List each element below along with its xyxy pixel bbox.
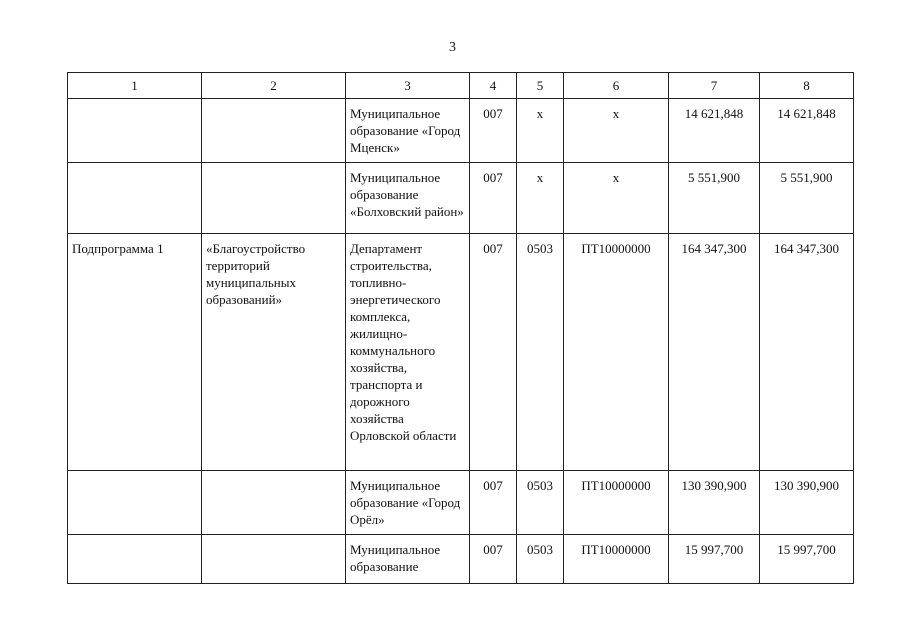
executor-cell: Муниципальное образование «Болховский район» bbox=[346, 163, 470, 234]
column-header: 3 bbox=[346, 73, 470, 99]
program-cell bbox=[68, 471, 202, 535]
amount-cell: 15 997,700 bbox=[669, 535, 760, 584]
executor-cell: Муниципальное образование bbox=[346, 535, 470, 584]
program-cell bbox=[68, 99, 202, 163]
program-cell bbox=[68, 535, 202, 584]
table-row bbox=[68, 535, 854, 584]
table-row bbox=[68, 163, 854, 234]
executor-cell: Департамент строительства, топливно-энергетического комплекса, жилищно-коммунального хозяйства, транспорта и дорожного хозяйства Орловской области bbox=[346, 234, 470, 471]
target-cell: ПТ10000000 bbox=[564, 234, 669, 471]
column-header: 7 bbox=[669, 73, 760, 99]
page-number: 3 bbox=[449, 40, 456, 55]
code-cell: 007 bbox=[470, 163, 517, 234]
section-cell: 0503 bbox=[517, 234, 564, 471]
amount-cell: 130 390,900 bbox=[760, 471, 854, 535]
code-cell: 007 bbox=[470, 471, 517, 535]
target-cell: ПТ10000000 bbox=[564, 471, 669, 535]
table-row bbox=[68, 99, 854, 163]
target-cell: x bbox=[564, 99, 669, 163]
name-cell bbox=[202, 535, 346, 584]
column-header: 4 bbox=[470, 73, 517, 99]
target-cell: ПТ10000000 bbox=[564, 535, 669, 584]
target-cell: x bbox=[564, 163, 669, 234]
executor-cell: Муниципальное образование «Город Мценск» bbox=[346, 99, 470, 163]
column-header: 2 bbox=[202, 73, 346, 99]
code-cell: 007 bbox=[470, 99, 517, 163]
amount-cell: 14 621,848 bbox=[760, 99, 854, 163]
header-row bbox=[68, 73, 854, 99]
code-cell: 007 bbox=[470, 234, 517, 471]
executor-cell: Муниципальное образование «Город Орёл» bbox=[346, 471, 470, 535]
section-cell: 0503 bbox=[517, 471, 564, 535]
name-cell bbox=[202, 471, 346, 535]
program-cell bbox=[68, 163, 202, 234]
name-cell bbox=[202, 99, 346, 163]
table-row bbox=[68, 234, 854, 471]
name-cell: «Благоустройство территорий муниципальных образований» bbox=[202, 234, 346, 471]
amount-cell: 164 347,300 bbox=[669, 234, 760, 471]
amount-cell: 5 551,900 bbox=[760, 163, 854, 234]
amount-cell: 5 551,900 bbox=[669, 163, 760, 234]
section-cell: 0503 bbox=[517, 535, 564, 584]
budget-table bbox=[67, 72, 854, 584]
column-header: 8 bbox=[760, 73, 854, 99]
table-row bbox=[68, 471, 854, 535]
column-header: 6 bbox=[564, 73, 669, 99]
amount-cell: 164 347,300 bbox=[760, 234, 854, 471]
section-cell: x bbox=[517, 99, 564, 163]
amount-cell: 130 390,900 bbox=[669, 471, 760, 535]
section-cell: x bbox=[517, 163, 564, 234]
column-header: 1 bbox=[68, 73, 202, 99]
amount-cell: 14 621,848 bbox=[669, 99, 760, 163]
column-header: 5 bbox=[517, 73, 564, 99]
program-cell: Подпрограмма 1 bbox=[68, 234, 202, 471]
amount-cell: 15 997,700 bbox=[760, 535, 854, 584]
name-cell bbox=[202, 163, 346, 234]
code-cell: 007 bbox=[470, 535, 517, 584]
